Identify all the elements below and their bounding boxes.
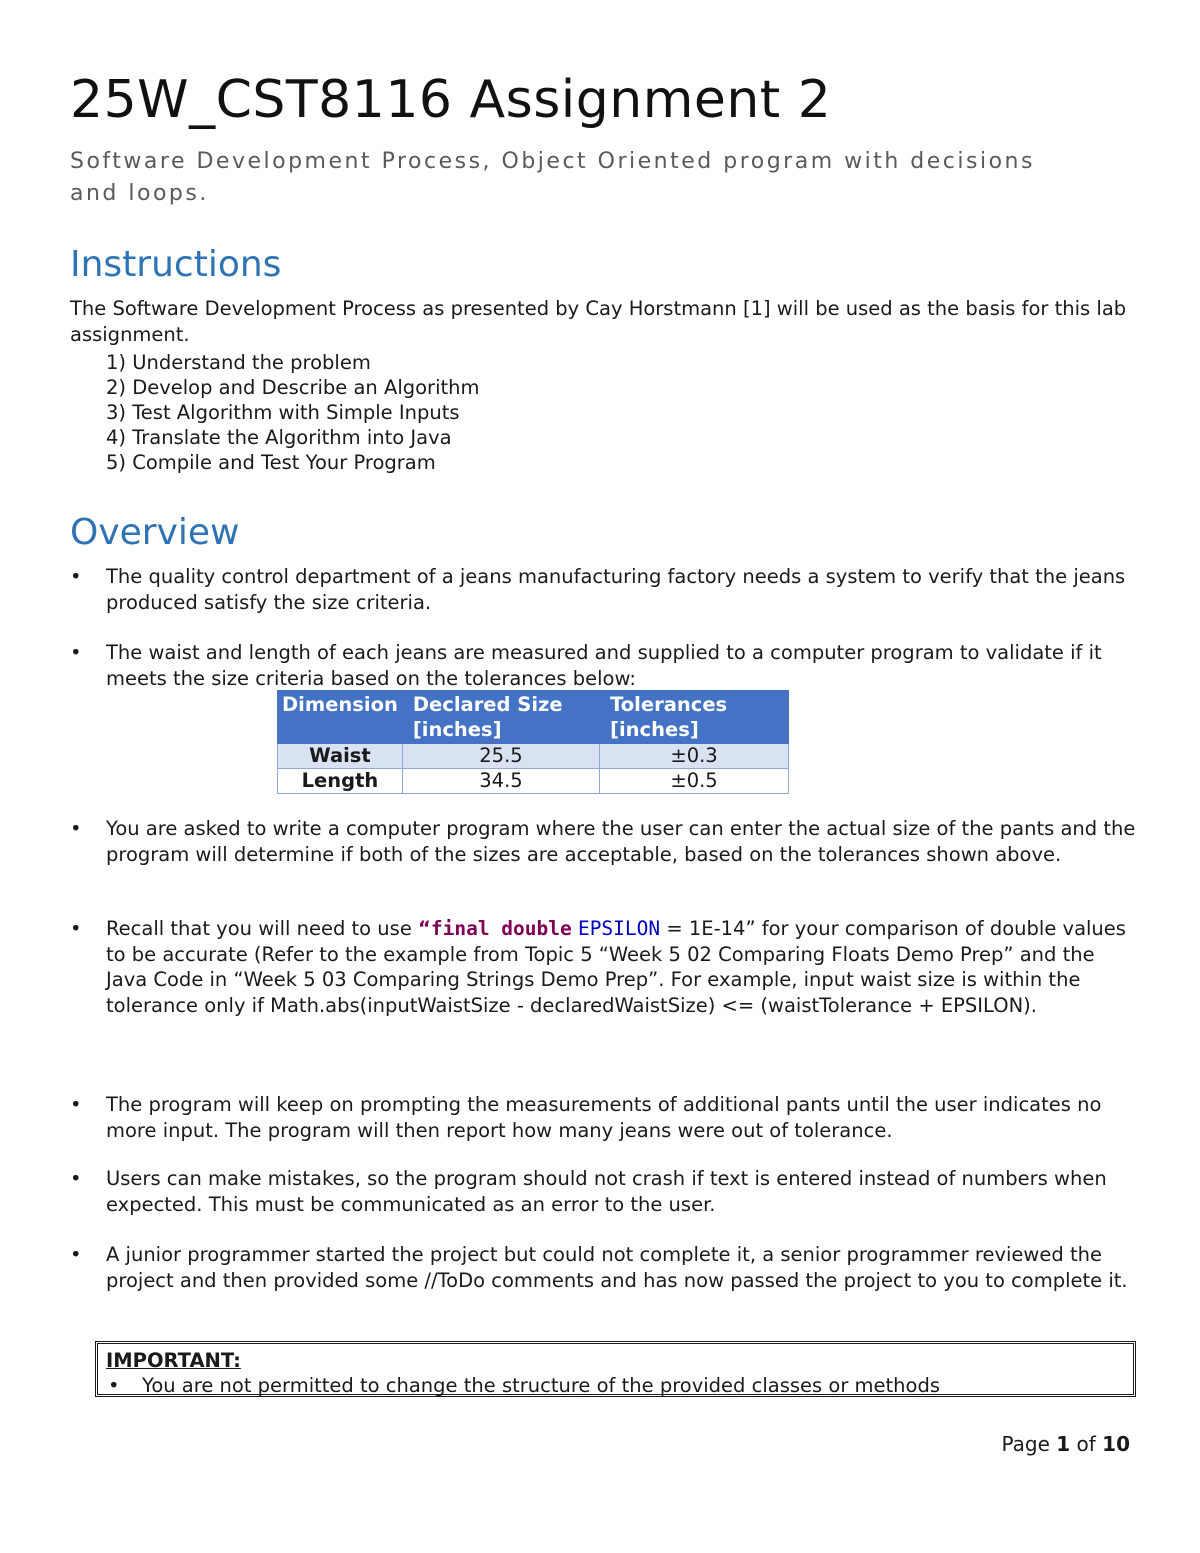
bullet-dot: • — [108, 1374, 120, 1397]
code-constant: EPSILON — [577, 917, 661, 940]
bullet-dot: • — [70, 1243, 82, 1266]
page-number — [1001, 1432, 1130, 1456]
step-item: 2) Develop and Describe an Algorithm — [106, 376, 480, 399]
document-subtitle: Software Development Process, Object Oriented program with decisions and loops. — [70, 149, 1035, 206]
document-title: 25W_CST8116 Assignment 2 — [70, 70, 832, 130]
bullet-dot: • — [70, 565, 82, 588]
table-cell-dimension: Length — [278, 769, 403, 794]
bullet-text: The quality control department of a jeans manufacturing factory needs a system to verify that the jeans produced satisfy the size criteria. — [106, 565, 1126, 614]
bullet-text: Users can make mistakes, so the program should not crash if text is entered instead of numbers when expected. This must be communicated as an error to the user. — [106, 1167, 1107, 1216]
code-keyword: final double — [430, 917, 572, 940]
table-cell-tolerance: ±0.3 — [600, 744, 789, 769]
table-header-declared: Declared Size [inches] — [402, 691, 599, 744]
important-item-text: You are not permitted to change the structure of the provided classes or methods — [142, 1374, 941, 1397]
open-quote: “ — [418, 917, 431, 940]
total-pages: 10 — [1102, 1432, 1130, 1456]
bullet-text-post: for your comparison of double values to be accurate (Refer to the example from Topic 5 “Week 5 02 Comparing Floats Demo Prep” and the Java Code in “Week 5 03 Comparing Strings Demo Prep”. For example, input waist size is within the tolerance only if Math.abs(inputWaistSize - declaredWaistSize) <= (waistTolerance + EPSILON). — [106, 917, 1126, 1017]
of-word: of — [1076, 1432, 1096, 1456]
bullet-text: You are asked to write a computer program where the user can enter the actual size of the pants and the program will determine if both of the sizes are acceptable, based on the tolerances shown above. — [106, 817, 1136, 866]
current-page: 1 — [1056, 1432, 1071, 1456]
step-item: 1) Understand the problem — [106, 351, 371, 374]
bullet-text: A junior programmer started the project but could not complete it, a senior programmer reviewed the project and then provided some //ToDo comments and has now passed the project to you to complete it. — [106, 1243, 1128, 1292]
important-box — [95, 1341, 1136, 1397]
bullet-dot: • — [70, 641, 82, 664]
table-row — [278, 769, 789, 794]
code-literal: = 1E-14 — [660, 917, 746, 940]
step-item: 3) Test Algorithm with Simple Inputs — [106, 401, 460, 424]
table-header-dimension: Dimension — [278, 691, 403, 744]
bullet-dot: • — [70, 1167, 82, 1190]
step-item: 4) Translate the Algorithm into Java — [106, 426, 452, 449]
page-word: Page — [1001, 1432, 1050, 1456]
table-header-row — [278, 691, 789, 744]
bullet-dot: • — [70, 817, 82, 840]
bullet-dot: • — [70, 1093, 82, 1116]
table-cell-declared: 34.5 — [402, 769, 599, 794]
bullet-text: The program will keep on prompting the measurements of additional pants until the user indicates no more input. The program will then report how many jeans were out of tolerance. — [106, 1093, 1102, 1142]
table-cell-dimension: Waist — [278, 744, 403, 769]
table-row — [278, 744, 789, 769]
close-quote: ” — [745, 917, 756, 940]
important-heading: IMPORTANT: — [106, 1349, 241, 1372]
table-header-tolerance: Tolerances [inches] — [600, 691, 789, 744]
bullet-dot: • — [70, 917, 82, 940]
step-item: 5) Compile and Test Your Program — [106, 451, 436, 474]
steps-list — [106, 350, 479, 475]
table-cell-tolerance: ±0.5 — [600, 769, 789, 794]
table-cell-declared: 25.5 — [402, 744, 599, 769]
overview-heading: Overview — [70, 512, 240, 553]
bullet-text: The waist and length of each jeans are measured and supplied to a computer program to validate if it meets the size criteria based on the tolerances below: — [106, 641, 1102, 690]
bullet-text — [106, 916, 1136, 1018]
instructions-intro: The Software Development Process as presented by Cay Horstmann [1] will be used as the basis for this lab assignment. — [70, 297, 1127, 346]
bullet-text-pre: Recall that you will need to use — [106, 917, 419, 940]
important-item — [106, 1373, 1125, 1398]
instructions-heading: Instructions — [70, 244, 282, 285]
tolerance-table — [277, 690, 789, 794]
